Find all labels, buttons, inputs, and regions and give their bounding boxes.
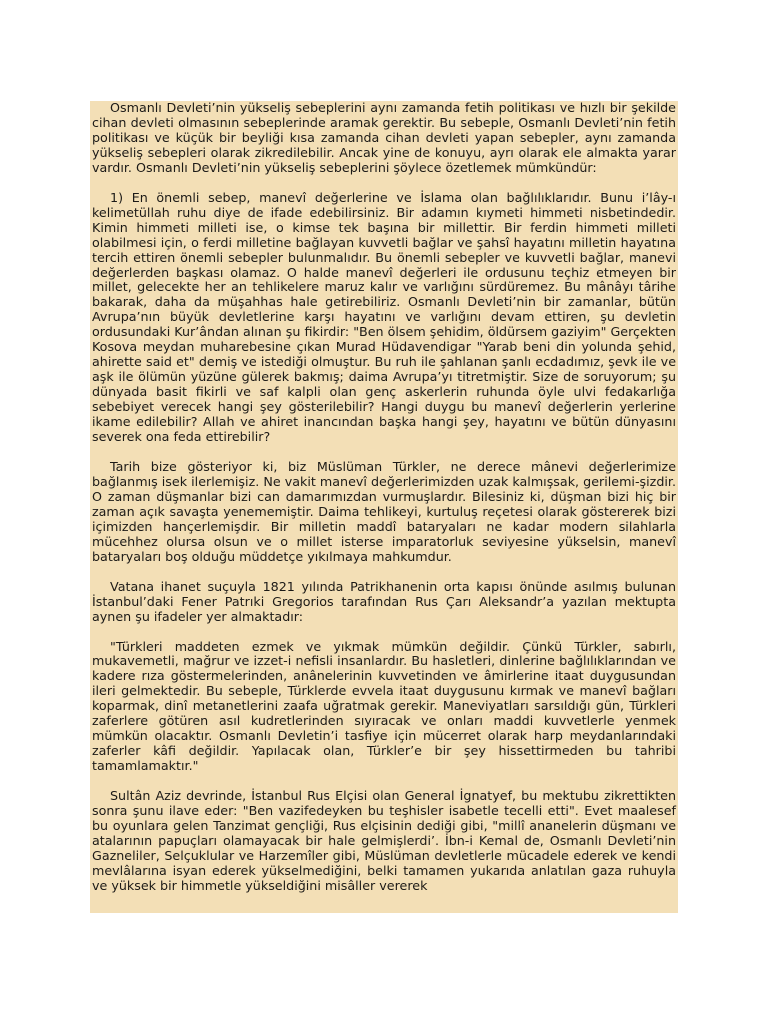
document-body	[90, 101, 678, 894]
paragraph-letter-quote: "Türkleri maddeten ezmek ve yıkmak mümkün değildir. Çünkü Türkler, sabırlı, mukavemetli, mağrur ve izzet-i nefisli insanlardır. Bu hasletleri, dinlerine bağlılıklarından ve kadere rıza göstermelerinden, anânelerinin kuvvetinden ve âmirlerine itaat duygusundan ileri gelmektedir. Bu sebeple, Türklerde evvela itaat duygusunu kırmak ve manevî bağları koparmak, dinî metanetlerini zaafa uğratmak gerekir. Maneviyatları sarsıldığı gün, Türkleri zaferlere götüren asıl kudretlerinden sıyıracak ve onları maddi kuvvetlerle yenmek mümkün olacaktır. Osmanlı Devletin’i tasfiye için mücerret olarak harp meydanlarındaki zaferler kâfi değildir. Yapılacak olan, Türkler’e bir şey hissettirmeden bu tahribi tamamlamaktır."	[92, 638, 676, 774]
paragraph-spiritual-values: 1) En önemli sebep, manevî değerlerine ve İslama olan bağlılıklarıdır. Bunu i’lây-ı kelimetüllah ruhu diye de ifade edebilirsiniz. Bir adamın kıymeti himmeti nisbetindedir. Kimin himmeti milleti ise, o kimse tek başına bir millettir. Bir ferdin himmeti milleti olabilmesi için, o ferdi milletine bağlayan kuvvetli bağlar ve şahsî hayatını milletin hayatına tercih ettiren önemli sebepler bulunmalıdır. Bu önemli sebepler ve kuvvetli bağlar, manevi değerlerden başkası olamaz. O halde manevî değerleri ile ordusunu teçhiz etmeyen bir millet, gelecekte her an tehlikelere maruz kalır ve varlığını sürdüremez. Bu mânâyı târihe bakarak, daha da müşahhas hale getirebiliriz. Osmanlı Devleti’nin bir zamanlar, bütün Avrupa’nın büyük devletlerine karşı hayatını ve varlığını devam ettiren, şu devletin ordusundaki Kur’ândan alınan şu fikirdir: "Ben ölsem şehidim, öldürsem gaziyim" Gerçekten Kosova meydan muharebesine çıkan Murad Hüdavendigar "Yarab beni din yolunda şehid, ahirette said et" demiş ve istediği olmuştur. Bu ruh ile şahlanan şanlı ecdadımız, şevk ile ve aşk ile ölümün yüzüne gülerek bakmış; daima Avrupa’yı titretmiştir. Size de soruyorum; şu dünyada basit fikirli ve saf kalpli olan genç askerlerin ruhunda öyle ulvi fedakarlığa sebebiyet verecek hangi şey gösterilebilir? Hangi duygu bu manevî değerlerin yerlerine ikame edilebilir? Allah ve ahiret inancından başka hangi şey, hayatını ve bütün dünyasını severek ona feda ettirebilir?	[92, 189, 676, 445]
paragraph-ignatyef: Sultân Aziz devrinde, İstanbul Rus Elçisi olan General İgnatyef, bu mektubu zikrettikten sonra şunu ilave eder: "Ben vazifedeyken bu teşhisler isabetle tecelli etti". Evet maalesef bu oyunlara gelen Tanzimat gençliği, Rus elçisinin dediği gibi, "millî ananelerin düşmanı ve atalarının papuçları olamayacak bir hale gelmişlerdi’. İbn-i Kemal de, Osmanlı Devleti’nin Gazneliler, Selçuklular ve Harzemîler gibi, Müslüman devletlerle mücadele ederek ve kendi mevlâlarına isyan ederek yükselmediğini, belki tamamen yukarıda anlatılan gaza ruhuyla ve yüksek bir himmetle yükseldiğini misâller vererek	[92, 788, 676, 893]
paragraph-intro: Osmanlı Devleti’nin yükseliş sebeplerini aynı zamanda fetih politikası ve hızlı bir şekilde cihan devleti olmasının sebeplerinde aramak gerektir. Bu sebeple, Osmanlı Devleti’nin fetih politikası ve küçük bir beyliği kısa zamanda cihan devleti yapan sebepler, aynı zamanda yükseliş sebepleri olarak zikredilebilir. Ancak yine de konuyu, ayrı olarak ele almakta yarar vardır. Osmanlı Devleti’nin yükseliş sebeplerini şöylece özetlemek mümkündür:	[92, 101, 676, 175]
document-page	[90, 101, 678, 913]
paragraph-gregorios-letter-intro: Vatana ihanet suçuyla 1821 yılında Patrikhanenin orta kapısı önünde asılmış bulunan İstanbul’daki Fener Patrıki Gregorios tarafından Rus Çarı Aleksandr’a yazılan mektupta aynen şu ifadeler yer almaktadır:	[92, 578, 676, 624]
paragraph-history: Tarih bize gösteriyor ki, biz Müslüman Türkler, ne derece mânevi değerlerimize bağlanmış isek ilerlemişiz. Ne vakit manevî değerlerimizden uzak kalmışsak, gerilemi-şizdir. O zaman düşmanlar bizi can damarımızdan vurmuşlardır. Bilesiniz ki, düşman bizi hiç bir zaman açık savaşta yenememiştir. Daima tehlikeyi, kurtuluş reçetesi olarak göstererek bizi içimizden hançerlemişdir. Bir milletin maddî bataryaları ne kadar modern silahlarla mücehhez olursa olsun ve o millet isterse imparatorluk seviyesine yükselsin, manevî bataryaları boş olduğu müddetçe yıkılmaya mahkumdur.	[92, 458, 676, 564]
